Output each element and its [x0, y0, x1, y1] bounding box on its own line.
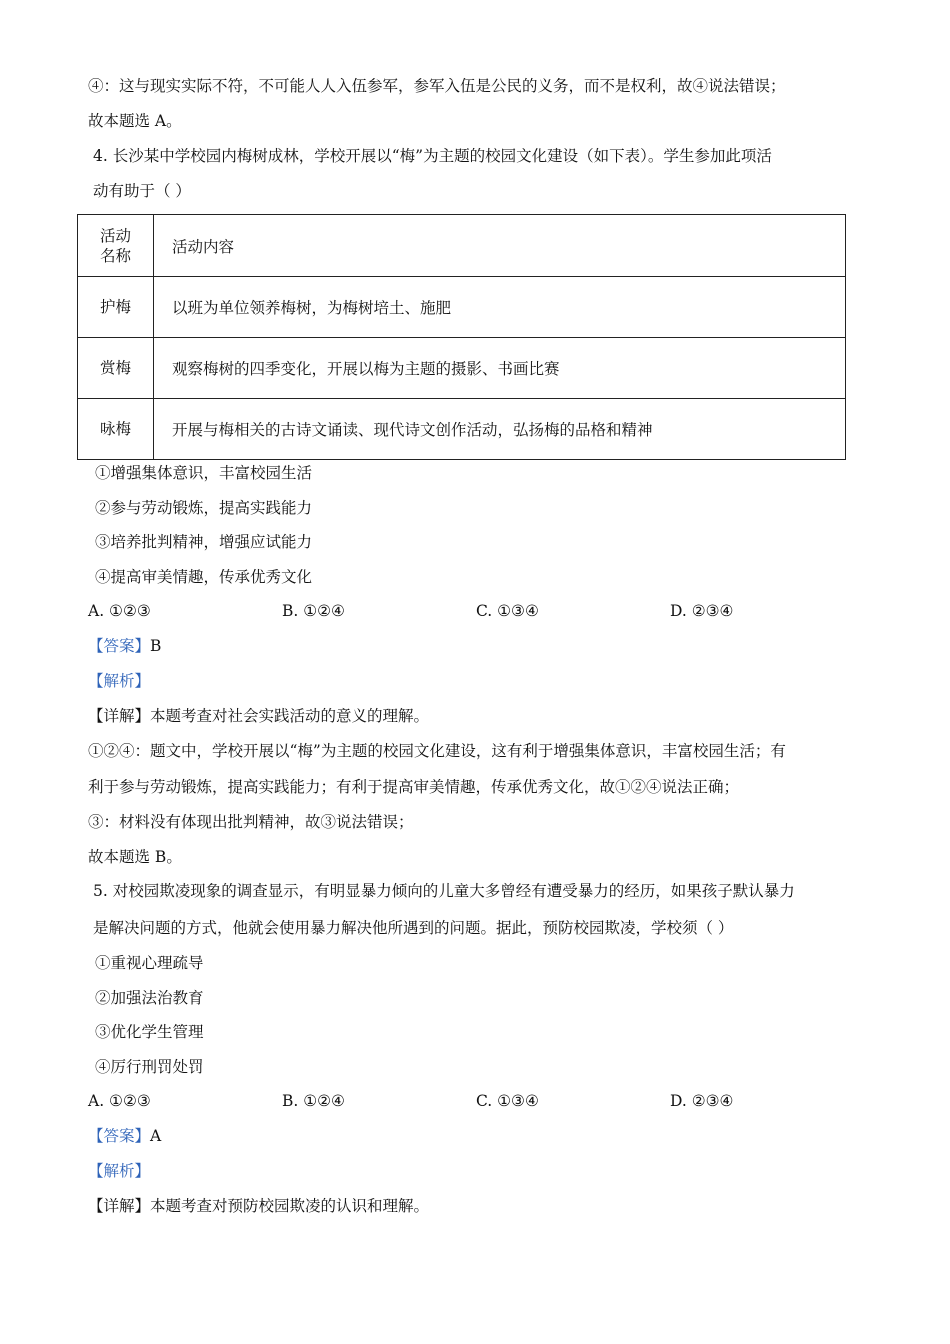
detail-tag: 【详解】	[88, 707, 151, 725]
row-name: 咏梅	[78, 399, 154, 460]
answer-tag: 【答案】	[88, 1127, 151, 1145]
q4-option-c: C. ①③④	[476, 602, 539, 620]
q4-statement-1: ①增强集体意识，丰富校园生活	[95, 464, 313, 482]
answer-value: B	[150, 637, 162, 655]
q5-stem-line1: 5. 对校园欺凌现象的调查显示，有明显暴力倾向的儿童大多曾经有遭受暴力的经历，如果孩子默认暴力	[93, 882, 795, 900]
row-name: 赏梅	[78, 338, 154, 399]
table-header-row	[78, 215, 846, 277]
q5-statement-2: ②加强法治教育	[95, 989, 204, 1007]
detail-tag: 【详解】	[88, 1197, 151, 1215]
activity-table	[77, 214, 846, 460]
row-content: 以班为单位领养梅树，为梅树培土、施肥	[154, 277, 846, 338]
q4-option-d: D. ②③④	[670, 602, 734, 620]
q5-option-c: C. ①③④	[476, 1092, 539, 1110]
q4-explanation-2: ③：材料没有体现出批判精神，故③说法错误；	[88, 813, 414, 831]
q5-statement-4: ④厉行刑罚处罚	[95, 1058, 204, 1076]
q5-statement-1: ①重视心理疏导	[95, 954, 204, 972]
row-name: 护梅	[78, 277, 154, 338]
q4-conclusion: 故本题选 B。	[88, 848, 182, 866]
prev-conclusion: 故本题选 A。	[88, 112, 182, 130]
q4-explanation-1a: ①②④：题文中，学校开展以“梅”为主题的校园文化建设，这有利于增强集体意识，丰富校园生活；有	[88, 742, 786, 760]
detail-text: 本题考查对预防校园欺凌的认识和理解。	[150, 1197, 430, 1215]
table-row	[78, 338, 846, 399]
q4-stem-line2: 动有助于（ ）	[93, 182, 191, 200]
q5-stem-line2: 是解决问题的方式，他就会使用暴力解决他所遇到的问题。据此，预防校园欺凌，学校须（ ）	[93, 919, 734, 937]
q4-stem-line1: 4. 长沙某中学校园内梅树成林，学校开展以“梅”为主题的校园文化建设（如下表）。学生参加此项活	[93, 147, 772, 165]
q5-option-b: B. ①②④	[282, 1092, 345, 1110]
table-row	[78, 277, 846, 338]
header-name-line2: 名称	[99, 246, 131, 265]
row-content: 开展与梅相关的古诗文诵读、现代诗文创作活动，弘扬梅的品格和精神	[154, 399, 846, 460]
prev-explanation-4: ④：这与现实实际不符，不可能人人入伍参军，参军入伍是公民的义务，而不是权利，故④说法错误；	[88, 77, 786, 95]
q4-statement-3: ③培养批判精神，增强应试能力	[95, 533, 313, 551]
q4-statement-4: ④提高审美情趣，传承优秀文化	[95, 568, 313, 586]
q4-option-a: A. ①②③	[88, 602, 151, 620]
q5-answer	[88, 1125, 161, 1147]
q5-option-a: A. ①②③	[88, 1092, 151, 1110]
q4-statement-2: ②参与劳动锻炼，提高实践能力	[95, 499, 313, 517]
q4-detail	[88, 705, 429, 727]
header-activity-content: 活动内容	[154, 215, 846, 277]
detail-text: 本题考查对社会实践活动的意义的理解。	[150, 707, 430, 725]
q5-option-d: D. ②③④	[670, 1092, 734, 1110]
q5-analysis-tag: 【解析】	[88, 1162, 151, 1180]
header-name-line1: 活动	[99, 226, 131, 245]
q4-analysis-tag: 【解析】	[88, 672, 151, 690]
q5-statement-3: ③优化学生管理	[95, 1023, 204, 1041]
q5-detail	[88, 1195, 429, 1217]
q4-answer	[88, 635, 161, 657]
answer-value: A	[150, 1127, 162, 1145]
q4-option-b: B. ①②④	[282, 602, 345, 620]
header-activity-name	[78, 215, 154, 277]
row-content: 观察梅树的四季变化，开展以梅为主题的摄影、书画比赛	[154, 338, 846, 399]
answer-tag: 【答案】	[88, 637, 151, 655]
table-row	[78, 399, 846, 460]
q4-explanation-1b: 利于参与劳动锻炼，提高实践能力；有利于提高审美情趣，传承优秀文化，故①②④说法正确；	[88, 778, 740, 796]
